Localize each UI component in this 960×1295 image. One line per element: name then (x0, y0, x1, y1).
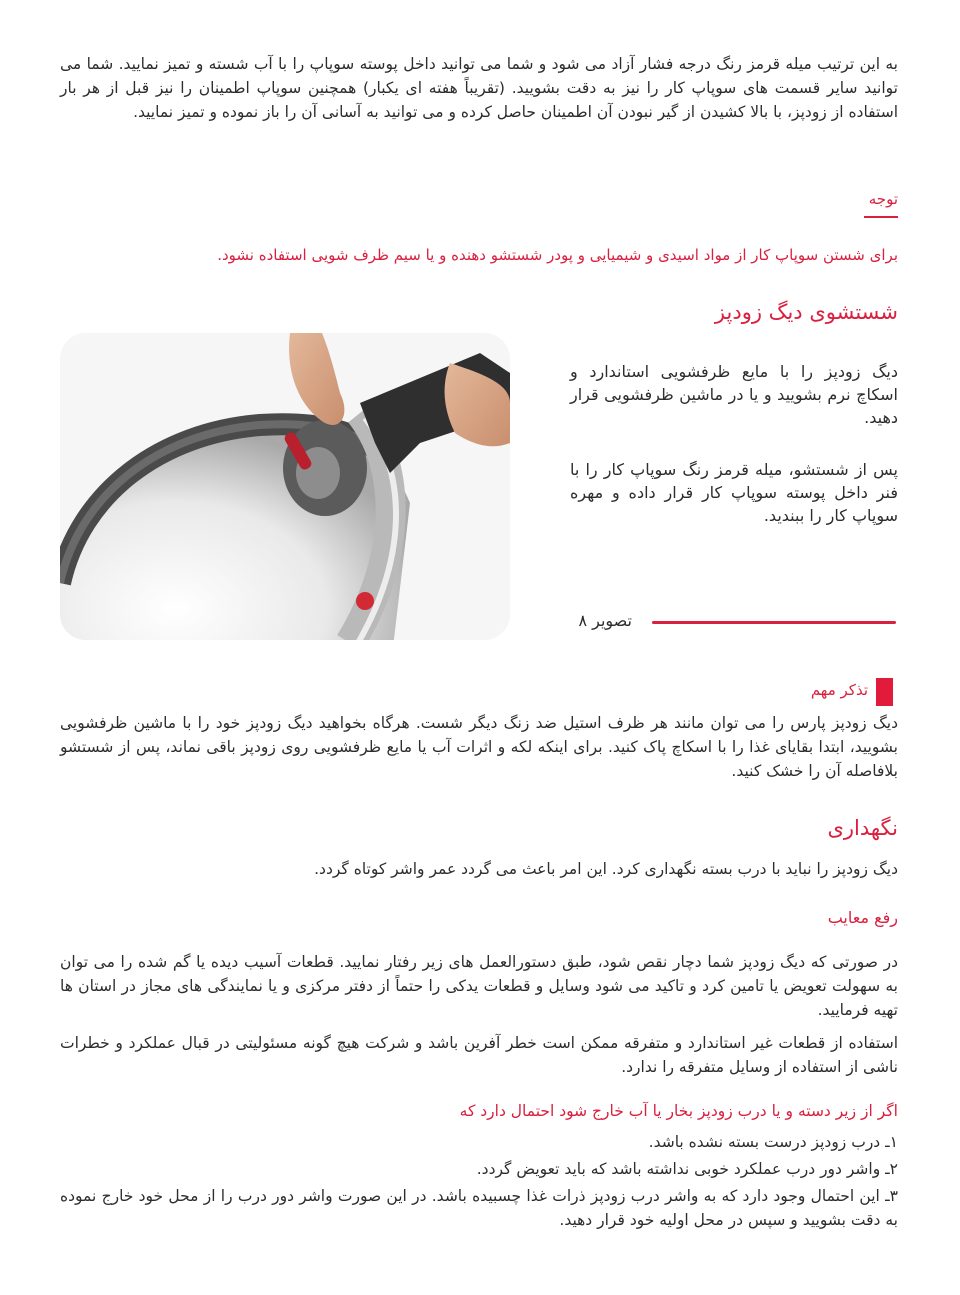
washing-paragraph-2: پس از شستشو، میله قرمز رنگ سوپاپ کار را با فنر داخل پوسته سوپاپ کار قرار داده و مهره سوپاپ کار را ببندید. (570, 460, 898, 525)
figure-caption: تصویر ۸ (578, 611, 632, 630)
troubleshooting-paragraph-2: استفاده از قطعات غیر استاندارد و متفرقه ممکن است خطر آفرین باشد و شرکت هیچ گونه مسئولیتی در قبال عملکرد و خطرات ناشی از استفاده از وسایل متفرقه را ندارد. (60, 1034, 898, 1076)
steam-leak-title: اگر از زیر دسته و یا درب زودپز بخار یا آب خارج شود احتمال دارد که (459, 1102, 898, 1120)
storage-heading: نگهداری (827, 816, 898, 840)
troubleshooting-heading: رفع معایب (827, 908, 898, 927)
list-item: ۱ـ درب زودپز درست بسته نشده باشد. (648, 1133, 898, 1151)
caption-divider (652, 621, 896, 624)
important-title: تذکر مهم (810, 681, 868, 699)
steam-leak-list (60, 1130, 898, 1235)
list-item: ۲ـ واشر دور درب عملکرد خوبی نداشته باشد که باید تعویض گردد. (476, 1160, 898, 1178)
note-underline (864, 216, 898, 218)
figure-8-photo (60, 333, 510, 640)
washing-heading: شستشوی دیگ زودپز (714, 300, 898, 324)
important-text: دیگ زودپز پارس را می توان مانند هر ظرف استیل ضد زنگ دیگر شست. هرگاه بخواهید دیگ زودپز خود را با ماشین ظرفشویی بشویید، ابتدا بقایای غذا را با اسکاچ پاک کنید. برای اینکه لکه و اثرات آب یا مایع ظرفشویی روی زودپز باقی نماند، پس از شستشو بلافاصله آن را خشک کنید. (60, 714, 898, 780)
pressure-cooker-valve-illustration (60, 333, 510, 640)
troubleshooting-paragraph-1: در صورتی که دیگ زودپز شما دچار نقص شود، طبق دستورالعمل های زیر رفتار نمایید. قطعات آسیب دیده یا گم شده را می توان به سهولت تعویض یا تامین کرد و تاکید می شود وسایل و قطعات یدکی را حتماً از دفتر مرکزی و یا نمایندگی های مجاز در استان ها تهیه فرمایید. (60, 953, 898, 1019)
note-text: برای شستن سوپاپ کار از مواد اسیدی و شیمیایی و پودر شستشو دهنده و یا سیم ظرف شویی استفاده نشود. (217, 246, 898, 264)
important-marker-icon (876, 678, 893, 706)
note-title: توجه (868, 190, 898, 208)
list-item: ۳ـ این احتمال وجود دارد که به واشر درب زودپز ذرات غذا چسبیده باشد. در این صورت واشر دور درب را از محل خود خارج نموده به دقت بشویید و سپس در محل اولیه خود قرار دهید. (60, 1187, 898, 1229)
washing-paragraph-1: دیگ زودپز را با مایع ظرفشویی استاندارد و اسکاچ نرم بشویید و یا در ماشین ظرفشویی قرار دهید. (570, 362, 898, 427)
intro-paragraph: به این ترتیب میله قرمز رنگ درجه فشار آزاد می شود و شما می توانید داخل پوسته سوپاپ را با آب شسته و تمیز نمایید. شما می توانید سایر قسمت های سوپاپ کار را نیز به دقت بشویید. (تقریباً هفته ای یکبار) همچنین سوپاپ اطمینان را نیز قبل از هر بار استفاده از زودپز، با بالا کشیدن از گیر نبودن آن اطمینان حاصل کرده و می توانید به آسانی آن را باز نموده و تمیز نمایید. (60, 55, 898, 121)
storage-text: دیگ زودپز را نباید با درب بسته نگهداری کرد. این امر باعث می گردد عمر واشر کوتاه گردد. (314, 860, 898, 878)
